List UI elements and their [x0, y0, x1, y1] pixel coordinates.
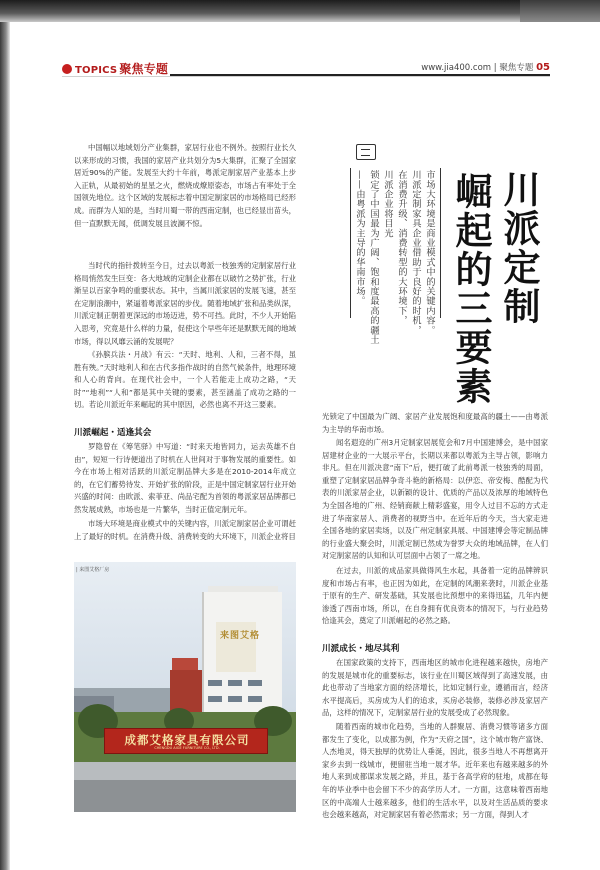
section-label: 聚焦专题 [499, 63, 534, 73]
photo-caption: | 来图艾格厂房 [76, 567, 110, 573]
header-rule-thin [62, 76, 550, 77]
header-divider: | [493, 63, 497, 73]
brand-title [62, 60, 168, 77]
quote-rule [440, 168, 441, 318]
pull-quote [322, 144, 442, 354]
photo-window [208, 680, 222, 686]
right-paragraph: 光锁定了中国最为广阔、家居产业发展饱和度最高的疆土——由粤派为主导的华南市场。 [322, 412, 548, 434]
company-banner-subtext: CHENGDU AIGE FURNITURE CO., LTD. [154, 746, 220, 750]
photo-window [248, 696, 262, 702]
right-paragraph: 在过去，川派的成品家具做得风生水起，具备着一定的品牌辨识度和市场占有率，也正因为如此，在定制的风潮来袭时，川派企业基于原有的生产、研发基础，其发展也比预想中的来得迅猛，几年内便渗透了西南市场，所以，在自身拥有优良资本的情况下，与行业趋势恰逢其会，奠定了川派崛起的必然之路。 [322, 566, 548, 626]
right-paragraph: 闻名遐迩的广州3月定制家居展览会和7月中国建博会，是中国家居建材企业的一大展示平台，长期以来都以粤派为主导占领，影响力非凡。但在川派决意“南下”后，便打破了此前粤派一枝独秀的局面，重塑了定制家居品牌争奇斗艳的新格局：以伊恋、帝安梅、酷配为代表的川派家居企业，以新颖的设计、优质的产品以及浓厚的地域特色为全国各地的广州、经销商献上精彩盛宴，用令人过目不忘的方式走进了华南家居人、消费者的视野当中。在近年后的今天，当大家走进全国各地的家居卖场，以及广州定制家具展、中国建博会等定制品牌的行业盛大聚会时，川派定制已然成为誉罗大众的地域品牌，在人们对定制家居的认知和认可层面中占领了一席之地。 [322, 438, 548, 561]
page-shadow-top [0, 0, 600, 22]
photo-window [228, 680, 242, 686]
article-title-col1: 川派定制 [497, 170, 541, 326]
article-title-col2: 崛起的三要素 [449, 172, 493, 406]
photo-window [208, 696, 222, 702]
pull-quote-line: 锁定了中国最为广阔、饱和度最高的疆土 [368, 170, 379, 345]
factory-photo [74, 562, 296, 812]
photo-window [228, 696, 242, 702]
intro-paragraph: 当时代的指针拨转至今日，过去以粤派一枝独秀的定制家居行业格局悄然发生巨变：各大地域的定制企业都在以破竹之势扩张，行业渐呈以百家争鸣的重要状态。其中，当属川派家居的发展飞速，甚至在定制浪潮中，紧逼着粤派家居的步伐。随着地域扩张和品类纵深，川派定制正朝着更深远的市场迈进，势不可挡。此时，不少人开始陷入思考，究竟是什么样的力量，促使这个早些年还是默默无闻的地域市场，得以风靡云涌的发展呢？ [74, 261, 296, 346]
section-paragraph: 随着西南的城市化趋势，当地的人群聚居、消费习惯等诸多方面都发生了变化，以成都为例，作为“天府之国”，这个城市物产富饶、人杰地灵，得天独厚的优势让人垂涎，因此，很多当地人不再想离开家乡去到一线城市，便留驻当地一展才华。近年来也有越来越多的外地人来到成都谋求发展之路，并且，基于各高学府的驻地，成都在每年的毕业季中也会留下不少的高学历人才。一方面，这意味着西南地区的中高端人士越来越多，他们的生活水平，以及对生活品质的要求也会越来越高，对定制家居有着必然需求；另一方面，得到人才 [322, 722, 548, 820]
pull-quote-line: 市场大环境是商业模式中的关键内容。 [424, 170, 435, 335]
company-banner-text: 成都艾格家具有限公司 [124, 733, 250, 747]
intro-paragraph: 中国幅以地域划分产业集群，家居行业也不例外。按照行业长久以来形成的习惯，我国的家居产业共划分为5大集群，汇聚了全国家居近90%的产能。发展至大约十年前，粤派定制家居产业基本上步入正轨，从最初始的星星之火，燃烧成燎原姿态，市场占有率处于全国领先地位。这个区域的发展标志着中国定制家居的市场格局已经形成。而群为人知的是，当时川蜀一带的西南定制，也已经显出苗头，但一直默默无闻，低调发展且波澜不惊。 [74, 143, 296, 228]
site-url: www.jia400.com [421, 63, 492, 73]
pull-quote-line: ——由粤派为主导的华南市场。 [354, 170, 365, 306]
header-right [421, 61, 550, 73]
page-number: 05 [536, 62, 550, 73]
quote-icon [356, 144, 376, 160]
section-paragraph: 市场大环境是商业模式中的关键内容，川派定制家居企业可谓赶上了最好的时机。在消费升级、消费转变的大环境下，川派企业将目 [74, 519, 296, 541]
pull-quote-line: 川派定制家具企业借助于良好的时机， [410, 170, 421, 335]
section-paragraph: 在国家政策的支持下，西南地区的城市化进程越来越快，房地产的发展是城市化的重要标志，该行业在川蜀区域得到了高速发展，由此也带动了当地家方面的经济增长，比如定制行业，遵循而言，经济水平提高后，买房成为人们的追求，买房必装修，装修必涉及家居产品，这样的情况下，定制家居行业的发展受成了必然现象。 [322, 658, 548, 718]
pull-quote-line: 在消费升级、消费转型的大环境下， [396, 170, 407, 326]
photo-window [248, 680, 262, 686]
company-banner [104, 728, 268, 754]
photo-road [74, 780, 296, 812]
brand-topics: TOPICS [75, 65, 118, 76]
section-heading: 川派成长・地尽其利 [322, 644, 400, 654]
photo-sign-text: 来图艾格 [220, 631, 261, 641]
page-shadow-left [0, 0, 10, 870]
pull-quote-line: 川派企业将目光 [382, 170, 393, 238]
intro-paragraph: 《孙膑兵法・月战》有云：“天时、地利、人和，三者不得，虽胜有殃。”天时地利人和在古代多指作战时的自然气候条件，地理环境和人心的背向。在现代社会中，一个人若能走上成功之路，“天时”“地利”“人和”都是其中关键的要素，甚至涵盖了成功之路的一切。若论川派近年来崛起的其中原因，必然也离不开这三要素。 [74, 350, 296, 410]
quote-rule [350, 168, 351, 318]
section-title: 聚焦专题 [119, 62, 169, 76]
section-paragraph: 罗隐曾在《筹笔驿》中写道：“时来天地皆同力，运去英雄不自由”，短短一行诗便道出了时机在人世间对于事物发展的重要性。如今在市场上相对活跃的川派定制品牌大多是在2010-2014年成立的，在它们蓄势待发、开始扩张的阶段，正是中国定制家居行业开始兴盛的时间：由欧派、索菲亚、尚品宅配为首领的粤派家居品牌都已然发展成熟，市场也是一片繁华，当时正值定制元年。 [74, 442, 296, 514]
brand-logo-icon [62, 64, 72, 74]
section-heading: 川派崛起・适逢其会 [74, 428, 152, 438]
